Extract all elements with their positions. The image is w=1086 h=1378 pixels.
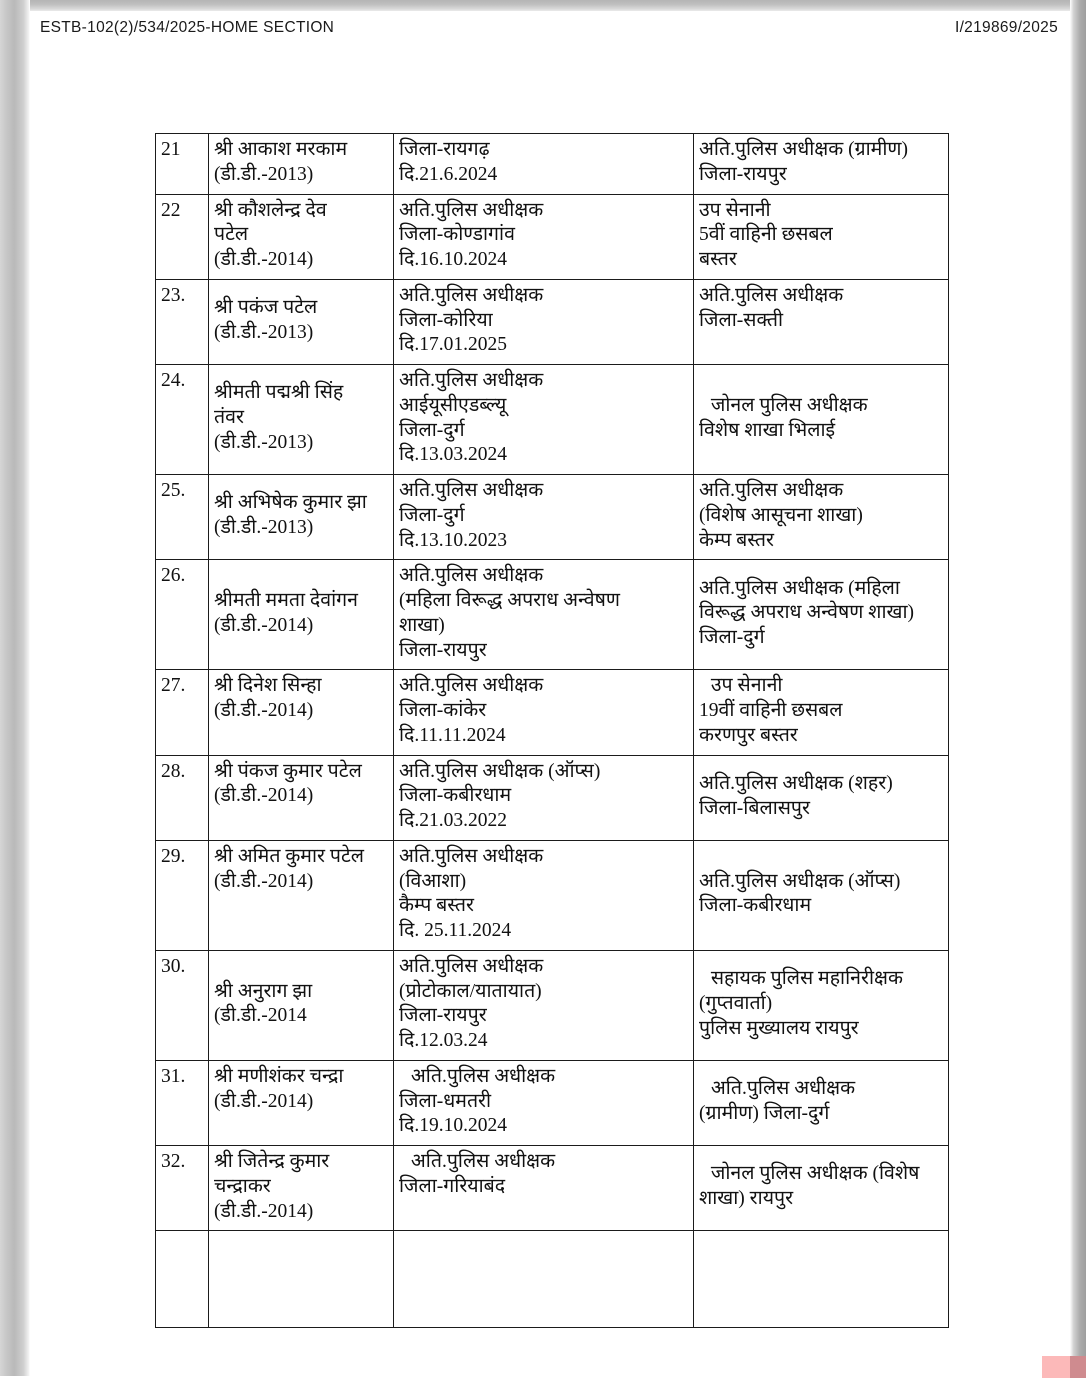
officer-name-line: श्री पंकज कुमार पटेल: [214, 760, 362, 782]
officer-name-line: श्रीमती पद्मश्री सिंह: [214, 382, 344, 404]
current-posting-line: (प्रोटोकाल/यातायात): [399, 980, 542, 1002]
cell-officer-name: [209, 1146, 394, 1231]
new-posting-line: जिला-रायपुर: [699, 163, 787, 185]
new-posting-line: (विशेष आसूचना शाखा): [699, 504, 863, 526]
current-posting-line: (विआशा): [399, 870, 467, 892]
officer-name-line: श्रीमती ममता देवांगन: [214, 590, 358, 611]
table-row: [156, 560, 949, 670]
current-posting-line: दि.12.03.24: [399, 1030, 488, 1051]
table-row: [156, 134, 949, 195]
cell-current-posting: [394, 670, 694, 755]
cell-officer-name: [209, 1231, 394, 1328]
cell-serial-number: 28.: [156, 755, 209, 840]
current-posting-line: दि.19.10.2024: [399, 1115, 508, 1137]
current-posting-line: अति.पुलिस अधीक्षक: [399, 370, 544, 391]
current-posting-line: जिला-गरियाबंद: [399, 1175, 506, 1197]
current-posting-line: कैम्प बस्तर: [399, 895, 474, 917]
new-posting-line: अति.पुलिस अधीक्षक (महिला: [699, 577, 900, 599]
current-posting-line: अति.पुलिस अधीक्षक: [406, 1065, 556, 1087]
cell-current-posting: [394, 279, 694, 364]
current-posting-line: जिला-दुर्ग: [399, 504, 465, 526]
current-posting-line: दि.13.10.2023: [399, 529, 508, 551]
cell-new-posting: [694, 475, 949, 560]
current-posting-line: (महिला विरूद्ध अपराध अन्वेषण: [399, 590, 621, 611]
cell-new-posting: [694, 560, 949, 670]
new-posting-line: अति.पुलिस अधीक्षक: [699, 284, 844, 306]
cell-current-posting: [394, 1231, 694, 1328]
officer-name-line: श्री अनुराग झा: [214, 980, 313, 1002]
new-posting-line: जिला-दुर्ग: [699, 627, 765, 649]
officer-name-line: श्री दिनेश सिन्हा: [214, 675, 322, 697]
current-posting-line: दि.11.11.2024: [399, 724, 506, 746]
cell-serial-number: 23.: [156, 279, 209, 364]
current-posting-line: अति.पुलिस अधीक्षक: [399, 955, 544, 977]
cell-current-posting: [394, 365, 694, 475]
current-posting-line: जिला-कबीरधाम: [399, 785, 512, 807]
new-posting-line: विरूद्ध अपराध अन्वेषण शाखा): [699, 602, 914, 624]
officer-name-line: श्री जितेन्द्र कुमार: [214, 1151, 330, 1172]
cell-officer-name: [209, 840, 394, 950]
officer-name-line: (डी.डी.-2013): [214, 163, 314, 185]
cell-officer-name: [209, 755, 394, 840]
new-posting-line: उप सेनानी: [706, 675, 783, 697]
officer-name-line: (डी.डी.-2013): [214, 321, 314, 343]
officer-name-line: (डी.डी.-2013): [214, 517, 314, 539]
cell-current-posting: [394, 194, 694, 279]
officer-name-line: श्री अमित कुमार पटेल: [214, 845, 364, 867]
table-row: [156, 755, 949, 840]
current-posting-line: आईयूसीएडब्ल्यू: [399, 394, 507, 416]
cell-serial-number: 32.: [156, 1146, 209, 1231]
current-posting-line: शाखा): [399, 614, 445, 636]
document-page: [30, 11, 1070, 1376]
cell-current-posting: [394, 1146, 694, 1231]
cell-current-posting: [394, 950, 694, 1060]
cell-new-posting: [694, 840, 949, 950]
current-posting-line: जिला-रायगढ़: [399, 139, 490, 160]
officer-name-line: (डी.डी.-2013): [214, 431, 314, 453]
cell-serial-number: 21: [156, 134, 209, 195]
new-posting-line: जोनल पुलिस अधीक्षक: [706, 394, 868, 416]
table-row: [156, 475, 949, 560]
officer-name-line: चन्द्राकर: [214, 1175, 271, 1197]
cell-serial-number: 25.: [156, 475, 209, 560]
new-posting-line: बस्तर: [699, 249, 737, 270]
table-row: [156, 365, 949, 475]
officer-name-line: श्री कौशलेन्द्र देव: [214, 199, 327, 221]
officer-name-line: (डी.डी.-2014): [214, 870, 314, 892]
current-posting-line: अति.पुलिस अधीक्षक: [399, 845, 544, 867]
new-posting-line: (ग्रामीण) जिला-दुर्ग: [699, 1102, 830, 1124]
transfer-posting-table: [155, 133, 949, 1328]
current-posting-line: अति.पुलिस अधीक्षक (ऑप्स): [399, 760, 601, 782]
cell-new-posting: [694, 1060, 949, 1145]
new-posting-line: शाखा) रायपुर: [699, 1188, 794, 1210]
officer-name-line: (डी.डी.-2014): [214, 249, 314, 270]
cell-officer-name: [209, 950, 394, 1060]
new-posting-line: विशेष शाखा भिलाई: [699, 419, 836, 441]
cell-officer-name: [209, 560, 394, 670]
new-posting-line: केम्प बस्तर: [699, 529, 774, 551]
current-posting-line: दि.21.6.2024: [399, 163, 498, 185]
document-header: [30, 19, 1070, 47]
new-posting-line: उप सेनानी: [699, 199, 771, 221]
pink-scan-artifact-shadow: [1070, 1356, 1086, 1378]
current-posting-line: दि.16.10.2024: [399, 249, 508, 270]
cell-new-posting: [694, 670, 949, 755]
current-posting-line: दि. 25.11.2024: [399, 920, 512, 941]
cell-new-posting: [694, 134, 949, 195]
cell-serial-number: 27.: [156, 670, 209, 755]
new-posting-line: अति.पुलिस अधीक्षक: [699, 480, 844, 501]
cell-current-posting: [394, 1060, 694, 1145]
officer-name-line: (डी.डी.-2014): [214, 1200, 314, 1222]
cell-serial-number: 26.: [156, 560, 209, 670]
new-posting-line: जिला-बिलासपुर: [699, 797, 810, 819]
current-posting-line: जिला-कांकेर: [399, 700, 487, 721]
cell-officer-name: [209, 279, 394, 364]
officer-name-line: श्री आकाश मरकाम: [214, 139, 348, 160]
new-posting-line: (गुप्तवार्ता): [699, 992, 773, 1014]
table-row: [156, 1060, 949, 1145]
cell-current-posting: [394, 134, 694, 195]
current-posting-line: अति.पुलिस अधीक्षक: [399, 675, 544, 697]
page-left-edge: [0, 0, 30, 1376]
table-row: [156, 670, 949, 755]
current-posting-line: जिला-कोण्डागांव: [399, 224, 515, 246]
cell-new-posting: [694, 755, 949, 840]
table-row: [156, 194, 949, 279]
current-posting-line: दि.13.03.2024: [399, 444, 508, 466]
header-diary-number: I/219869/2025: [954, 19, 1058, 36]
cell-serial-number: 29.: [156, 840, 209, 950]
officer-name-line: (डी.डी.-2014): [214, 1090, 314, 1112]
officer-name-line: पटेल: [214, 224, 249, 246]
cell-current-posting: [394, 755, 694, 840]
cell-officer-name: [209, 365, 394, 475]
officer-name-line: श्री मणीशंकर चन्द्रा: [214, 1065, 344, 1087]
header-file-reference: ESTB-102(2)/534/2025-HOME SECTION: [40, 19, 335, 36]
cell-serial-number: 31.: [156, 1060, 209, 1145]
cell-new-posting: [694, 194, 949, 279]
cell-officer-name: [209, 194, 394, 279]
officer-name-line: श्री पकंज पटेल: [214, 297, 318, 319]
cell-officer-name: [209, 1060, 394, 1145]
current-posting-line: अति.पुलिस अधीक्षक: [399, 199, 544, 221]
cell-officer-name: [209, 134, 394, 195]
new-posting-line: 5वीं वाहिनी छसबल: [699, 224, 833, 246]
new-posting-line: जिला-सक्ती: [699, 309, 784, 331]
current-posting-line: दि.17.01.2025: [399, 334, 508, 356]
table-row: [156, 950, 949, 1060]
current-posting-line: अति.पुलिस अधीक्षक: [399, 284, 544, 306]
cell-new-posting: [694, 1231, 949, 1328]
new-posting-line: 19वीं वाहिनी छसबल: [699, 700, 843, 721]
officer-name-line: (डी.डी.-2014): [214, 614, 314, 636]
current-posting-line: अति.पुलिस अधीक्षक: [399, 480, 544, 501]
cell-officer-name: [209, 475, 394, 560]
current-posting-line: अति.पुलिस अधीक्षक: [399, 565, 544, 587]
new-posting-line: अति.पुलिस अधीक्षक (ग्रामीण): [699, 139, 908, 160]
cell-new-posting: [694, 1146, 949, 1231]
cell-serial-number: 24.: [156, 365, 209, 475]
cell-new-posting: [694, 365, 949, 475]
current-posting-line: जिला-दुर्ग: [399, 419, 465, 441]
new-posting-line: जिला-कबीरधाम: [699, 895, 812, 917]
cell-serial-number: [156, 1231, 209, 1328]
new-posting-line: सहायक पुलिस महानिरीक्षक: [706, 968, 903, 990]
table-row: [156, 279, 949, 364]
cell-officer-name: [209, 670, 394, 755]
officer-name-line: (डी.डी.-2014): [214, 785, 314, 807]
cell-new-posting: [694, 279, 949, 364]
cell-new-posting: [694, 950, 949, 1060]
new-posting-line: अति.पुलिस अधीक्षक: [706, 1078, 856, 1100]
cell-current-posting: [394, 560, 694, 670]
table-row-empty: [156, 1231, 949, 1328]
page-top-edge: [0, 0, 1086, 11]
current-posting-line: जिला-रायपुर: [399, 639, 487, 661]
new-posting-line: जोनल पुलिस अधीक्षक (विशेष: [706, 1163, 920, 1185]
officer-name-line: (डी.डी.-2014): [214, 700, 314, 721]
table-row: [156, 1146, 949, 1231]
officer-name-line: श्री अभिषेक कुमार झा: [214, 492, 367, 514]
new-posting-line: अति.पुलिस अधीक्षक (ऑप्स): [699, 870, 901, 892]
current-posting-line: अति.पुलिस अधीक्षक: [406, 1151, 556, 1172]
cell-serial-number: 30.: [156, 950, 209, 1060]
cell-current-posting: [394, 840, 694, 950]
new-posting-line: अति.पुलिस अधीक्षक (शहर): [699, 772, 893, 794]
new-posting-line: करणपुर बस्तर: [699, 724, 798, 746]
table-row: [156, 840, 949, 950]
officer-name-line: तंवर: [214, 407, 244, 429]
cell-current-posting: [394, 475, 694, 560]
current-posting-line: जिला-कोरिया: [399, 309, 493, 331]
current-posting-line: जिला-रायपुर: [399, 1005, 487, 1027]
current-posting-line: जिला-धमतरी: [399, 1090, 492, 1112]
page-right-edge-scrollbar[interactable]: [1070, 0, 1086, 1376]
officer-name-line: (डी.डी.-2014: [214, 1005, 307, 1027]
current-posting-line: दि.21.03.2022: [399, 810, 508, 831]
cell-serial-number: 22: [156, 194, 209, 279]
transfer-posting-table-body: [156, 134, 949, 1328]
new-posting-line: पुलिस मुख्यालय रायपुर: [699, 1017, 859, 1039]
